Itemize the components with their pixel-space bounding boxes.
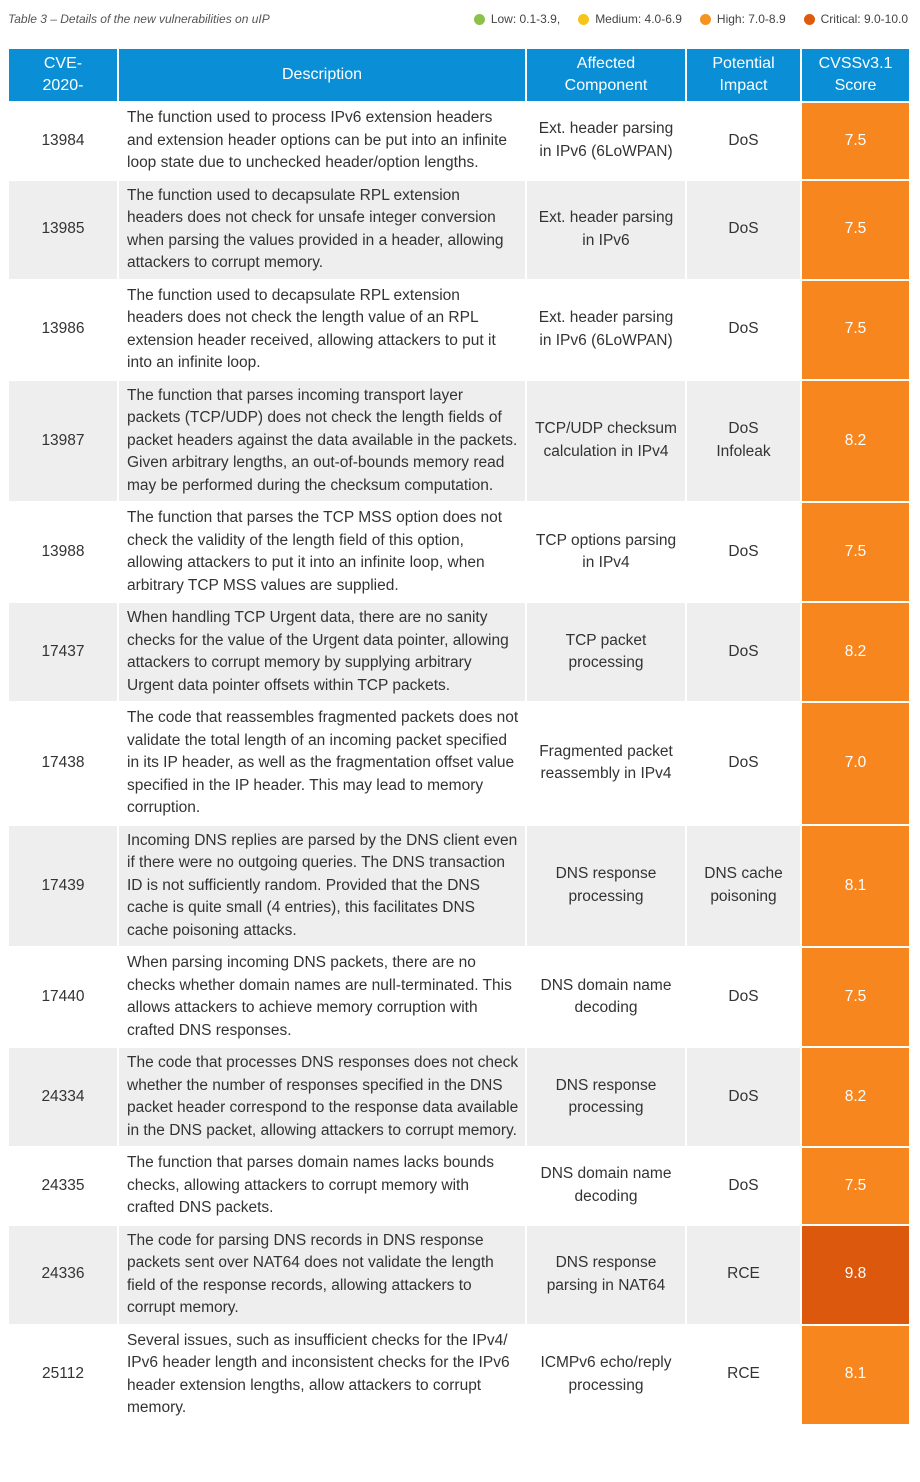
- caption-bar: [0, 0, 920, 44]
- impact-cell: DoS: [687, 103, 800, 179]
- header-cve: [9, 49, 117, 101]
- component-cell: TCP packet processing: [527, 603, 685, 701]
- component-cell: Ext. header parsing in IPv6: [527, 181, 685, 279]
- score-cell: 7.0: [802, 703, 909, 824]
- table-body: [9, 103, 909, 1424]
- score-cell: 8.1: [802, 1326, 909, 1424]
- component-cell: Ext. header parsing in IPv6 (6LoWPAN): [527, 103, 685, 179]
- impact-cell: RCE: [687, 1226, 800, 1324]
- table-row: [9, 1226, 909, 1324]
- table-row: [9, 826, 909, 947]
- description-cell: The code that reassembles fragmented packets does not validate the total length of an incoming packet specified in its IP header, as well as the fragmentation offset value specified in the IP header. This may lead to memory corruption.: [119, 703, 525, 824]
- wechat-icon: [794, 1430, 824, 1452]
- header-description: [119, 49, 525, 101]
- component-cell: TCP options parsing in IPv4: [527, 503, 685, 601]
- component-cell: DNS response processing: [527, 1048, 685, 1146]
- score-cell: 7.5: [802, 948, 909, 1046]
- impact-cell: DoS: [687, 1048, 800, 1146]
- score-cell: 7.5: [802, 281, 909, 379]
- description-cell: When parsing incoming DNS packets, there are no checks whether domain names are null-terminated. This allows attackers to achieve memory corruption with crafted DNS responses.: [119, 948, 525, 1046]
- table-row: [9, 103, 909, 179]
- score-cell: 9.8: [802, 1226, 909, 1324]
- vulnerability-table: [7, 47, 911, 1426]
- legend-label: Medium: 4.0-6.9: [595, 12, 682, 26]
- description-cell: The function that parses incoming transport layer packets (TCP/UDP) does not check the length fields of packet headers against the data available in the packets. Given arbitrary lengths, an out-of-bounds memory read may be performed during the checksum computation.: [119, 381, 525, 502]
- legend-low: [474, 12, 560, 26]
- header-row: [9, 49, 909, 101]
- header-cve-label: CVE- 2020-: [42, 55, 84, 94]
- component-cell: Fragmented packet reassembly in IPv4: [527, 703, 685, 824]
- description-cell: The function used to decapsulate RPL extension headers does not check for unsafe integer conversion when parsing the values provided in a header, allowing attackers to corrupt memory.: [119, 181, 525, 279]
- description-cell: The function that parses domain names lacks bounds checks, allowing attackers to corrupt memory with crafted DNS packets.: [119, 1148, 525, 1224]
- header-component: [527, 49, 685, 101]
- table-row: [9, 281, 909, 379]
- impact-cell: DoS: [687, 503, 800, 601]
- cve-id-cell: 17440: [9, 948, 117, 1046]
- impact-cell: DNS cache poisoning: [687, 826, 800, 947]
- cve-id-cell: 13987: [9, 381, 117, 502]
- header-impact-label: Potential Impact: [712, 55, 775, 94]
- description-cell: When handling TCP Urgent data, there are no sanity checks for the value of the Urgent data pointer, allowing attackers to corrupt memory by supplying arbitrary Urgent data pointer offsets within TCP packets.: [119, 603, 525, 701]
- score-cell: 7.5: [802, 503, 909, 601]
- component-cell: Ext. header parsing in IPv6 (6LoWPAN): [527, 281, 685, 379]
- header-score-label: CVSSv3.1 Score: [818, 55, 893, 94]
- score-cell: 8.2: [802, 603, 909, 701]
- description-cell: Incoming DNS replies are parsed by the DNS client even if there were no outgoing queries. The DNS transaction ID is not sufficiently random. Provided that the DNS cache is quite small (4 entries), this facilitates DNS cache poisoning attacks.: [119, 826, 525, 947]
- description-cell: The code for parsing DNS records in DNS response packets sent over NAT64 does not validate the length field of the response records, allowing attackers to corrupt memory.: [119, 1226, 525, 1324]
- header-impact: [687, 49, 800, 101]
- score-cell: 7.5: [802, 1148, 909, 1224]
- cve-id-cell: 17439: [9, 826, 117, 947]
- description-cell: The function that parses the TCP MSS option does not check the validity of the length field of this option, allowing attackers to put it into an infinite loop, when arbitrary TCP MSS values are supplied.: [119, 503, 525, 601]
- impact-cell: DoS: [687, 1148, 800, 1224]
- cve-id-cell: 13986: [9, 281, 117, 379]
- cve-id-cell: 24334: [9, 1048, 117, 1146]
- severity-legend: [474, 12, 908, 26]
- cve-id-cell: 17438: [9, 703, 117, 824]
- table-row: [9, 1326, 909, 1424]
- table-row: [9, 948, 909, 1046]
- component-cell: DNS response processing: [527, 826, 685, 947]
- cve-id-cell: 13988: [9, 503, 117, 601]
- description-cell: Several issues, such as insufficient checks for the IPv4/ IPv6 header length and inconsistent checks for the IPv6 header extension lengths, allow attackers to corrupt memory.: [119, 1326, 525, 1424]
- legend-label: High: 7.0-8.9: [716, 12, 786, 26]
- table-caption: Table 3 – Details of the new vulnerabilities on uIP: [8, 12, 270, 26]
- component-cell: DNS domain name decoding: [527, 1148, 685, 1224]
- header-score: [802, 49, 909, 101]
- cve-id-cell: 13984: [9, 103, 117, 179]
- component-cell: TCP/UDP checksum calculation in IPv4: [527, 381, 685, 502]
- table-row: [9, 703, 909, 824]
- description-cell: The function used to process IPv6 extension headers and extension header options can be put into an infinite loop state due to unchecked header/option lengths.: [119, 103, 525, 179]
- score-cell: 8.2: [802, 381, 909, 502]
- score-cell: 8.1: [802, 826, 909, 947]
- table-row: [9, 181, 909, 279]
- cve-id-cell: 25112: [9, 1326, 117, 1424]
- table-row: [9, 1048, 909, 1146]
- legend-high: [700, 12, 786, 26]
- legend-medium: [578, 12, 682, 26]
- watermark: [794, 1425, 896, 1456]
- table-row: [9, 1148, 909, 1224]
- score-cell: 7.5: [802, 181, 909, 279]
- cve-id-cell: 24336: [9, 1226, 117, 1324]
- score-cell: 8.2: [802, 1048, 909, 1146]
- impact-cell: DoS: [687, 703, 800, 824]
- legend-label: Low: 0.1-3.9,: [490, 12, 561, 26]
- table-row: [9, 603, 909, 701]
- impact-cell: DoS: [687, 603, 800, 701]
- legend-critical: [804, 12, 908, 26]
- impact-cell: DoS: [687, 948, 800, 1046]
- header-description-label: Description: [281, 66, 363, 83]
- legend-dot-icon: [474, 14, 485, 25]
- impact-cell: DoS Infoleak: [687, 381, 800, 502]
- table-row: [9, 381, 909, 502]
- table-row: [9, 503, 909, 601]
- legend-dot-icon: [700, 14, 711, 25]
- legend-dot-icon: [578, 14, 589, 25]
- cve-id-cell: 24335: [9, 1148, 117, 1224]
- impact-cell: RCE: [687, 1326, 800, 1424]
- header-component-label: Affected Component: [564, 55, 648, 94]
- legend-dot-icon: [804, 14, 815, 25]
- component-cell: DNS domain name decoding: [527, 948, 685, 1046]
- impact-cell: DoS: [687, 181, 800, 279]
- component-cell: DNS response parsing in NAT64: [527, 1226, 685, 1324]
- cve-id-cell: 13985: [9, 181, 117, 279]
- description-cell: The code that processes DNS responses does not check whether the number of responses specified in the DNS packet header correspond to the response data available in the DNS packet, allowing attackers to corrupt memory.: [119, 1048, 525, 1146]
- description-cell: The function used to decapsulate RPL extension headers does not check the length value of an RPL extension header received, allowing attackers to put it into an infinite loop.: [119, 281, 525, 379]
- watermark-text: 安全牛: [829, 1429, 896, 1454]
- score-cell: 7.5: [802, 103, 909, 179]
- legend-label: Critical: 9.0-10.0: [820, 12, 908, 26]
- cve-id-cell: 17437: [9, 603, 117, 701]
- impact-cell: DoS: [687, 281, 800, 379]
- component-cell: ICMPv6 echo/reply processing: [527, 1326, 685, 1424]
